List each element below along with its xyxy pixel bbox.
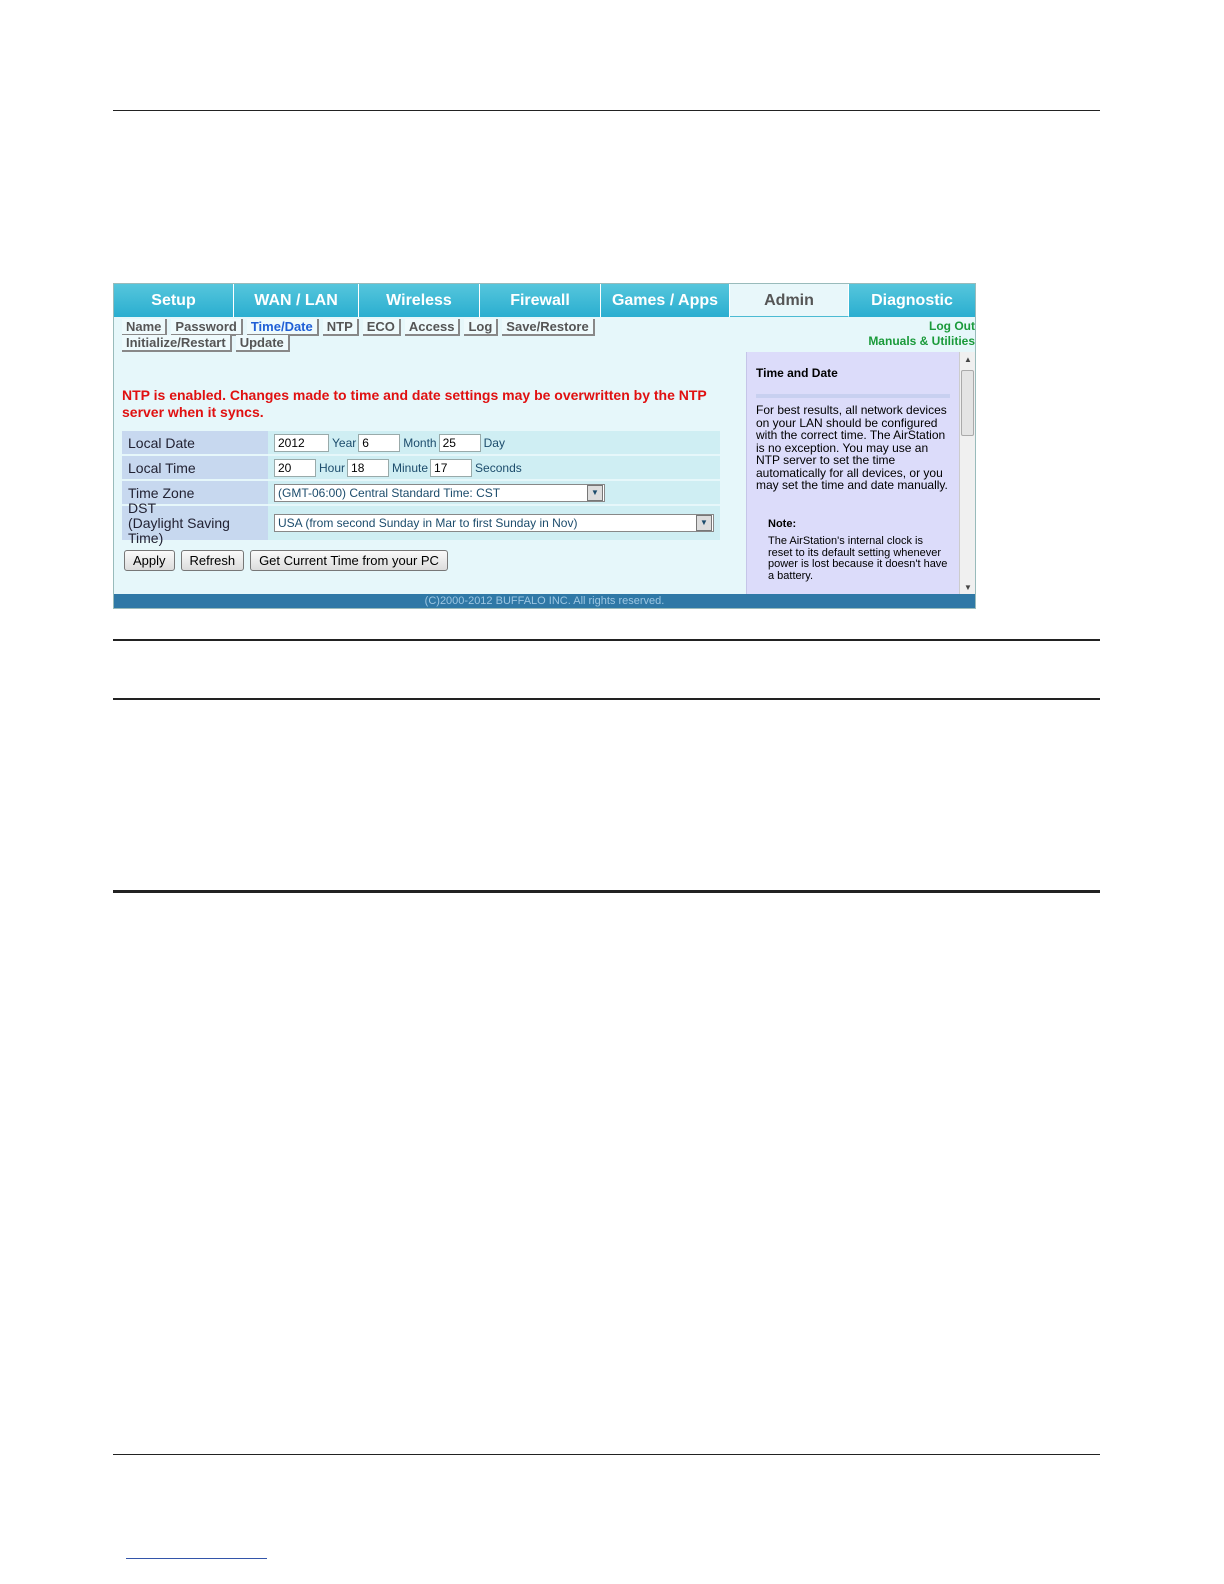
time-date-form bbox=[122, 431, 720, 546]
subtab-log[interactable]: Log bbox=[464, 319, 498, 336]
copyright-footer: (C)2000-2012 BUFFALO INC. All rights reserved. bbox=[114, 594, 975, 608]
seconds-input[interactable] bbox=[430, 459, 472, 477]
scroll-up-icon[interactable]: ▲ bbox=[964, 355, 972, 364]
dst-select[interactable] bbox=[274, 514, 714, 532]
subtab-save-restore[interactable]: Save/Restore bbox=[502, 319, 594, 336]
scroll-down-icon[interactable]: ▼ bbox=[964, 583, 972, 592]
subnav-row-1 bbox=[122, 319, 595, 336]
tab-admin[interactable]: Admin bbox=[730, 284, 849, 317]
year-unit: Year bbox=[332, 435, 357, 450]
scroll-thumb[interactable] bbox=[961, 370, 974, 436]
refresh-button[interactable]: Refresh bbox=[181, 550, 245, 571]
subtab-update[interactable]: Update bbox=[236, 335, 290, 352]
subtab-initialize-restart[interactable]: Initialize/Restart bbox=[122, 335, 232, 352]
local-date-row bbox=[122, 431, 720, 454]
get-pc-time-button[interactable]: Get Current Time from your PC bbox=[250, 550, 448, 571]
router-admin-screenshot bbox=[113, 283, 976, 609]
ntp-warning: NTP is enabled. Changes made to time and date settings may be overwritten by the NTP server when it syncs. bbox=[122, 387, 707, 420]
tab-setup[interactable]: Setup bbox=[114, 284, 234, 317]
month-input[interactable] bbox=[358, 434, 400, 452]
tab-games-apps[interactable]: Games / Apps bbox=[601, 284, 730, 317]
dst-label-full: (Daylight Saving Time) bbox=[128, 514, 230, 546]
time-zone-row bbox=[122, 481, 720, 504]
subtab-access[interactable]: Access bbox=[405, 319, 461, 336]
subtab-ntp[interactable]: NTP bbox=[323, 319, 359, 336]
help-divider bbox=[756, 394, 950, 398]
subnav-row-2 bbox=[122, 335, 290, 352]
month-unit: Month bbox=[403, 435, 437, 450]
time-zone-select[interactable] bbox=[274, 484, 605, 502]
page-rule-2 bbox=[113, 698, 1100, 700]
minute-input[interactable] bbox=[347, 459, 389, 477]
page-rule-1 bbox=[113, 639, 1100, 641]
page-rule-bottom bbox=[113, 1454, 1100, 1455]
subtab-name[interactable]: Name bbox=[122, 319, 167, 336]
help-note-title: Note: bbox=[768, 518, 797, 530]
apply-button[interactable]: Apply bbox=[124, 550, 175, 571]
help-scrollbar[interactable] bbox=[959, 352, 976, 595]
dst-label: DST bbox=[128, 499, 156, 516]
tab-diagnostic[interactable]: Diagnostic bbox=[849, 284, 975, 317]
help-panel bbox=[746, 352, 976, 595]
subtab-eco[interactable]: ECO bbox=[363, 319, 401, 336]
local-time-label: Local Time bbox=[122, 456, 268, 479]
local-date-label: Local Date bbox=[122, 431, 268, 454]
day-input[interactable] bbox=[439, 434, 481, 452]
help-text: For best results, all network devices on your LAN should be configured with the correct time. The AirStation is no exception. You may use an NTP server to set the time automatically for all devices, or you may set the time and date manually. bbox=[756, 403, 948, 492]
tab-firewall[interactable]: Firewall bbox=[480, 284, 601, 317]
day-unit: Day bbox=[483, 435, 505, 450]
main-nav bbox=[114, 284, 975, 317]
dropdown-arrow-icon: ▼ bbox=[587, 485, 603, 501]
tab-wan-lan[interactable]: WAN / LAN bbox=[234, 284, 359, 317]
hour-input[interactable] bbox=[274, 459, 316, 477]
dst-value: USA (from second Sunday in Mar to first Sunday in Nov) bbox=[278, 516, 578, 530]
time-zone-label: Time Zone bbox=[122, 481, 268, 504]
tab-wireless[interactable]: Wireless bbox=[359, 284, 480, 317]
help-title: Time and Date bbox=[756, 366, 838, 380]
footer-link-underline bbox=[126, 1558, 267, 1559]
manuals-utilities-link[interactable]: Manuals & Utilities bbox=[868, 334, 975, 348]
hour-unit: Hour bbox=[319, 460, 346, 475]
minute-unit: Minute bbox=[392, 460, 429, 475]
seconds-unit: Seconds bbox=[475, 460, 522, 475]
year-input[interactable] bbox=[274, 434, 329, 452]
local-time-row bbox=[122, 456, 720, 479]
page-rule-top bbox=[113, 110, 1100, 111]
time-zone-value: (GMT-06:00) Central Standard Time: CST bbox=[278, 485, 501, 500]
page-rule-3 bbox=[113, 890, 1100, 893]
dst-row bbox=[122, 499, 720, 546]
subtab-password[interactable]: Password bbox=[171, 319, 242, 336]
logout-link[interactable]: Log Out bbox=[929, 319, 975, 333]
form-buttons bbox=[124, 550, 448, 571]
help-note-text: The AirStation's internal clock is reset to its default setting whenever power is lost because it doesn't have a battery. bbox=[768, 535, 948, 582]
subtab-time-date[interactable]: Time/Date bbox=[247, 319, 319, 336]
dropdown-arrow-icon: ▼ bbox=[696, 515, 712, 531]
